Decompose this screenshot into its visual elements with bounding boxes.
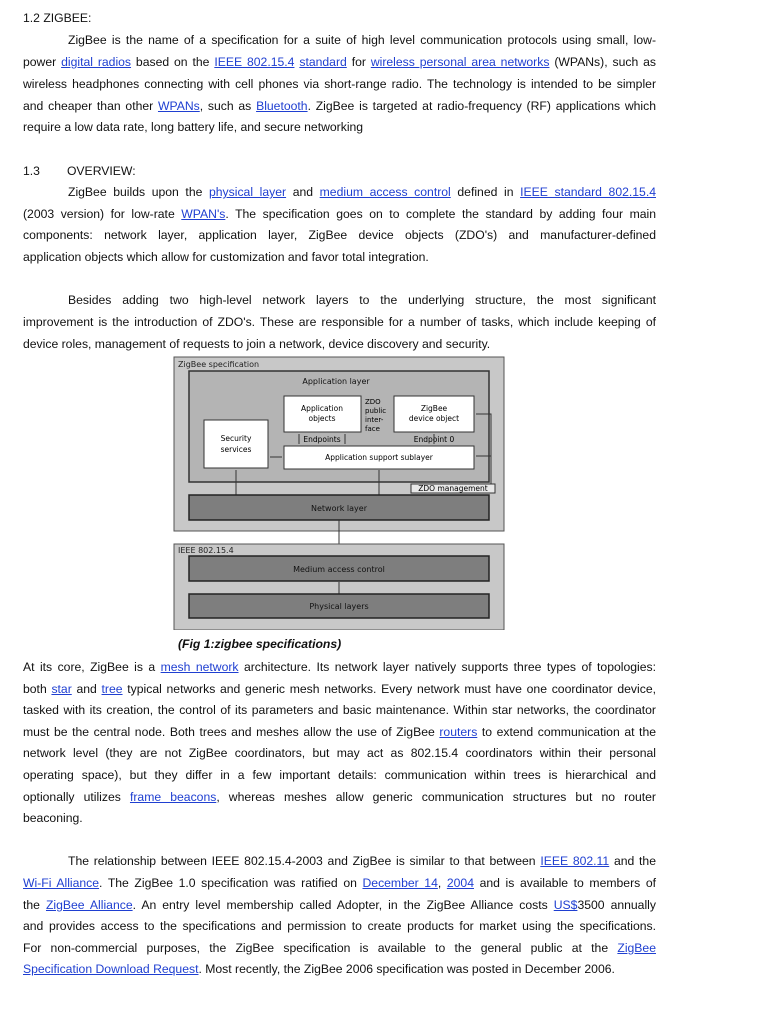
text: For non-commercial purposes, the ZigBee specification is available to the general public at the xyxy=(23,941,618,955)
link-physical-layer[interactable]: physical layer xyxy=(209,185,287,199)
paragraph-line: device roles, management of requests to join a network, device discovery and security. xyxy=(23,337,491,351)
text: architecture. Its network layer natively supports three types of topologies: xyxy=(238,660,656,674)
paragraph-line: and provides access to the specifications and permission to create products for market using the specifications. xyxy=(23,919,656,933)
text: and xyxy=(286,185,320,199)
text: and cheaper than other xyxy=(23,99,158,113)
link-ieee-802-11[interactable]: IEEE 802.11 xyxy=(540,854,610,868)
text: based on the xyxy=(131,55,215,69)
aps-label: Application support sublayer xyxy=(325,453,433,462)
paragraph-line xyxy=(23,656,656,678)
paragraph-line: improvement is the introduction of ZDO's. These are responsible for a number of tasks, which include keeping of xyxy=(23,315,656,329)
link-december-14[interactable]: December 14 xyxy=(362,876,438,890)
ieee-label: IEEE 802.15.4 xyxy=(178,546,234,555)
link-standard[interactable]: standard xyxy=(299,55,347,69)
zdo-public-interface-label: public xyxy=(365,407,387,415)
text: must be the central node. Both trees and meshes allow the use of ZigBee xyxy=(23,725,440,739)
text: ZigBee builds upon the xyxy=(68,185,209,199)
endpoint-0-label: Endpoint 0 xyxy=(413,435,455,444)
paragraph-line: require a low data rate, long battery life, and secure networking xyxy=(23,120,364,134)
text: and is available to members of xyxy=(474,876,656,890)
section-title: OVERVIEW: xyxy=(66,164,136,178)
paragraph-line xyxy=(23,937,656,959)
security-services-label: services xyxy=(220,445,252,454)
text: . The ZigBee 1.0 specification was ratified on xyxy=(99,876,363,890)
text: the xyxy=(23,898,46,912)
paragraph-line xyxy=(23,678,656,700)
text: . ZigBee is targeted at radio-frequency (RF) applications which xyxy=(307,99,656,113)
link-mesh-network[interactable]: mesh network xyxy=(160,660,239,674)
section-number: 1.3 xyxy=(23,164,40,178)
link-routers[interactable]: routers xyxy=(439,725,478,739)
text: (WPANs), such as xyxy=(549,55,656,69)
link-zigbee-alliance[interactable]: ZigBee Alliance xyxy=(45,898,133,912)
link-2004[interactable]: 2004 xyxy=(446,876,474,890)
link-zigbee-spec-download[interactable]: ZigBee xyxy=(617,941,656,955)
text: At its core, ZigBee is a xyxy=(23,660,161,674)
network-layer-label: Network layer xyxy=(310,504,368,513)
text: , whereas meshes allow generic communication structures but no router xyxy=(216,790,656,804)
paragraph-line: application objects which allow for customization and favor total integration. xyxy=(23,250,429,264)
section-heading-1-2: 1.2 ZIGBEE: xyxy=(23,11,92,25)
security-services-label: Security xyxy=(220,434,252,443)
paragraph-line xyxy=(23,786,656,808)
paragraph-line xyxy=(23,203,656,225)
text: and the xyxy=(609,854,656,868)
paragraph-line: beaconing. xyxy=(23,811,83,825)
link-wpans-2[interactable]: WPAN's xyxy=(181,207,226,221)
text: and xyxy=(71,682,102,696)
paragraph-line: wireless headphones connecting with cell phones via short-range radio. The technology is intended to be simpler xyxy=(23,77,656,91)
link-wpan[interactable]: wireless personal area networks xyxy=(370,55,550,69)
link-medium-access-control[interactable]: medium access control xyxy=(319,185,451,199)
link-ieee-802-15-4[interactable]: IEEE 802.15.4 xyxy=(214,55,295,69)
zigbee-stack-diagram xyxy=(173,356,505,630)
zigbee-stack-figure xyxy=(173,356,505,630)
paragraph-line xyxy=(23,850,656,872)
paragraph-line: network level (they are not ZigBee coordinators, but may act as 802.15.4 coordinators within their personal xyxy=(23,746,656,760)
text: The relationship between IEEE 802.15.4-2003 and ZigBee is similar to that between xyxy=(68,854,541,868)
application-layer-label: Application layer xyxy=(302,377,370,386)
link-ieee-standard[interactable]: IEEE standard 802.15.4 xyxy=(520,185,656,199)
text: , xyxy=(437,876,447,890)
endpoints-label: Endpoints xyxy=(303,435,341,444)
text: , such as xyxy=(199,99,257,113)
paragraph-line xyxy=(23,29,656,51)
text: . An entry level membership called Adopter, in the ZigBee Alliance costs xyxy=(132,898,554,912)
link-usd[interactable]: US$ xyxy=(553,898,578,912)
text: optionally utilizes xyxy=(23,790,130,804)
zdo-public-interface-label: ZDO xyxy=(365,398,381,406)
link-digital-radios[interactable]: digital radios xyxy=(61,55,132,69)
text: power xyxy=(23,55,62,69)
paragraph-line xyxy=(23,721,656,743)
paragraph-line xyxy=(23,51,656,73)
paragraph-line: tasked with its creation, the control of its parameters and basic maintenance. Within star networks, the coordinator xyxy=(23,703,656,717)
text: defined in xyxy=(450,185,521,199)
zigbee-spec-label: ZigBee specification xyxy=(178,360,260,369)
security-services-box xyxy=(204,420,268,468)
paragraph-line xyxy=(23,95,656,117)
text: to extend communication at the xyxy=(477,725,656,739)
mac-label: Medium access control xyxy=(293,565,385,574)
paragraph-line: Besides adding two high-level network layers to the underlying structure, the most significant xyxy=(68,293,656,307)
paragraph-line xyxy=(23,181,656,203)
link-spec-download-request[interactable]: Specification Download Request xyxy=(23,962,199,976)
text: 3500 annually xyxy=(577,898,656,912)
zdo-public-interface-label: face xyxy=(365,425,380,433)
text: for xyxy=(346,55,371,69)
link-frame-beacons[interactable]: frame beacons xyxy=(129,790,217,804)
text: (2003 version) for low-rate xyxy=(23,207,182,221)
paragraph-line xyxy=(23,894,656,916)
link-wifi-alliance[interactable]: Wi-Fi Alliance xyxy=(23,876,100,890)
paragraph-line: components: network layer, application layer, ZigBee device objects (ZDO's) and manufacturer-defined xyxy=(23,228,656,242)
section-heading-1-3 xyxy=(23,160,656,182)
zdo-management-label: ZDO management xyxy=(418,484,488,493)
application-objects-label: Application xyxy=(301,404,343,413)
link-bluetooth[interactable]: Bluetooth xyxy=(256,99,308,113)
zigbee-device-object-label: ZigBee xyxy=(420,404,448,413)
paragraph-line: operating space), but they differ in a few important details: communication within trees is hierarchical and xyxy=(23,768,656,782)
link-wpans[interactable]: WPANs xyxy=(157,99,200,113)
phy-label: Physical layers xyxy=(309,602,369,611)
paragraph-line xyxy=(23,958,656,980)
zigbee-device-object-label: device object xyxy=(408,414,460,423)
zdo-public-interface-label: inter- xyxy=(365,416,384,424)
paragraph-line xyxy=(23,872,656,894)
text: . Most recently, the ZigBee 2006 specification was posted in December 2006. xyxy=(198,962,615,976)
link-tree[interactable]: tree xyxy=(101,682,123,696)
text: . The specification goes on to complete the standard by adding four main xyxy=(225,207,656,221)
figure-caption: (Fig 1:zigbee specifications) xyxy=(178,637,342,651)
text: typical networks and generic mesh networks. Every network must have one coordinator device, xyxy=(122,682,656,696)
text: both xyxy=(23,682,52,696)
text: ZigBee is the name of a specification for a suite of high level communication protocols using small, low- xyxy=(68,33,656,47)
link-star[interactable]: star xyxy=(51,682,72,696)
application-objects-label: objects xyxy=(308,414,336,423)
